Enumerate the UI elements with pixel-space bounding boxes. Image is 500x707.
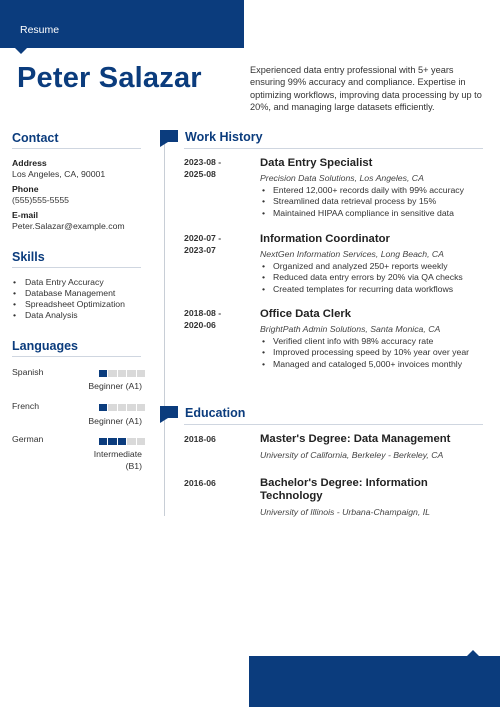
candidate-name: Peter Salazar <box>17 62 202 94</box>
skills-divider <box>12 267 141 268</box>
job-bullet: • Entered 12,000+ records daily with 99% accuracy <box>260 185 486 196</box>
address-value: Los Angeles, CA, 90001 <box>12 169 106 179</box>
address-label: Address <box>12 158 47 168</box>
language-level: Beginner (A1) <box>88 381 142 391</box>
job-company: Precision Data Solutions, Los Angeles, CA <box>260 173 424 183</box>
education-date: 2018-06 <box>184 434 216 444</box>
degree-title: Bachelor's Degree: Information Technology <box>260 477 428 502</box>
work-flag-marker <box>160 130 178 142</box>
level-segment-empty <box>137 438 145 445</box>
level-segment-empty <box>108 404 116 411</box>
education-heading: Education <box>185 406 246 420</box>
level-segment-empty <box>137 370 145 377</box>
job-bullet: • Maintained HIPAA compliance in sensitive data <box>260 208 486 219</box>
languages-heading: Languages <box>12 339 78 353</box>
job-bullet: • Verified client info with 98% accuracy rate <box>260 336 480 347</box>
level-segment-filled <box>118 438 126 445</box>
job-date-start: 2023-08 - <box>184 157 222 167</box>
email-value: Peter.Salazar@example.com <box>12 221 125 231</box>
level-segment-empty <box>118 370 126 377</box>
job-date-start: 2018-08 - <box>184 308 222 318</box>
work-history-divider <box>184 148 483 149</box>
job-title: Data Entry Specialist <box>260 157 373 169</box>
job-title: Office Data Clerk <box>260 308 352 320</box>
level-segment-empty <box>118 404 126 411</box>
education-flag-marker <box>160 406 178 418</box>
language-level: Intermediate (B1) <box>93 449 142 471</box>
job-bullet: • Managed and cataloged 5,000+ invoices monthly <box>260 359 480 370</box>
level-segment-filled <box>99 370 107 377</box>
top-banner <box>0 0 244 48</box>
job-date-start: 2020-07 - <box>184 233 222 243</box>
banner-notch <box>15 48 27 54</box>
profile-summary: Experienced data entry professional with 5+ years ensuring 99% accuracy and compliance. Expertise in optimizing workflows, improving data processing by up to 20%, and managing large datasets efficiently. <box>250 65 482 112</box>
job-bullet: • Improved processing speed by 10% year over year <box>260 347 480 358</box>
job-entry <box>260 232 486 295</box>
timeline-line <box>164 144 165 516</box>
skill-item: • Database Management <box>12 288 125 299</box>
level-segment-empty <box>127 404 135 411</box>
school-name: University of Illinois - Urbana-Champaign, IL <box>260 507 430 517</box>
language-level-bar <box>99 370 145 377</box>
job-company: NextGen Information Services, Long Beach, CA <box>260 249 444 259</box>
phone-label: Phone <box>12 184 39 194</box>
level-segment-filled <box>99 404 107 411</box>
job-bullet: • Reduced data entry errors by 20% via QA checks <box>260 272 486 283</box>
language-name: German <box>12 434 44 444</box>
banner-label: Resume <box>20 24 60 36</box>
contact-heading: Contact <box>12 131 59 145</box>
skills-list <box>12 277 125 321</box>
skill-item: • Spreadsheet Optimization <box>12 299 125 310</box>
job-date-end: 2020-06 <box>184 319 216 330</box>
education-divider <box>184 424 483 425</box>
job-title: Information Coordinator <box>260 233 390 245</box>
language-level: Beginner (A1) <box>88 416 142 426</box>
skill-item: • Data Analysis <box>12 310 125 321</box>
job-date-end: 2023-07 <box>184 244 216 255</box>
education-entry <box>260 433 486 460</box>
job-date <box>184 157 244 180</box>
level-segment-filled <box>108 438 116 445</box>
job-bullet: • Organized and analyzed 250+ reports weekly <box>260 261 486 272</box>
job-company: BrightPath Admin Solutions, Santa Monica, CA <box>260 324 441 334</box>
language-level-bar <box>99 438 145 445</box>
level-segment-empty <box>127 438 135 445</box>
level-segment-empty <box>137 404 145 411</box>
job-entry <box>260 307 486 370</box>
level-segment-empty <box>127 370 135 377</box>
level-segment-empty <box>108 370 116 377</box>
job-date <box>184 233 244 256</box>
level-segment-filled <box>99 438 107 445</box>
job-bullets <box>260 185 486 219</box>
education-date: 2016-06 <box>184 478 216 488</box>
email-label: E-mail <box>12 210 39 220</box>
work-history-heading: Work History <box>185 130 263 144</box>
education-entry <box>260 477 460 517</box>
language-name: Spanish <box>12 367 44 377</box>
job-date-end: 2025-08 <box>184 168 216 179</box>
languages-divider <box>12 356 141 357</box>
phone-value: (555)555-5555 <box>12 195 69 205</box>
language-name: French <box>12 401 40 411</box>
job-date <box>184 308 244 331</box>
job-entry <box>260 156 486 219</box>
bottom-accent-block <box>249 656 500 707</box>
job-bullets <box>260 261 486 295</box>
language-level-bar <box>99 404 145 411</box>
degree-title: Master's Degree: Data Management <box>260 433 451 445</box>
skill-item: • Data Entry Accuracy <box>12 277 125 288</box>
job-bullets <box>260 336 480 370</box>
skills-heading: Skills <box>12 250 45 264</box>
job-bullet: • Created templates for recurring data workflows <box>260 284 486 295</box>
contact-divider <box>12 148 141 149</box>
job-bullet: • Streamlined data retrieval process by 15% <box>260 196 486 207</box>
school-name: University of California, Berkeley - Berkeley, CA <box>260 450 444 460</box>
